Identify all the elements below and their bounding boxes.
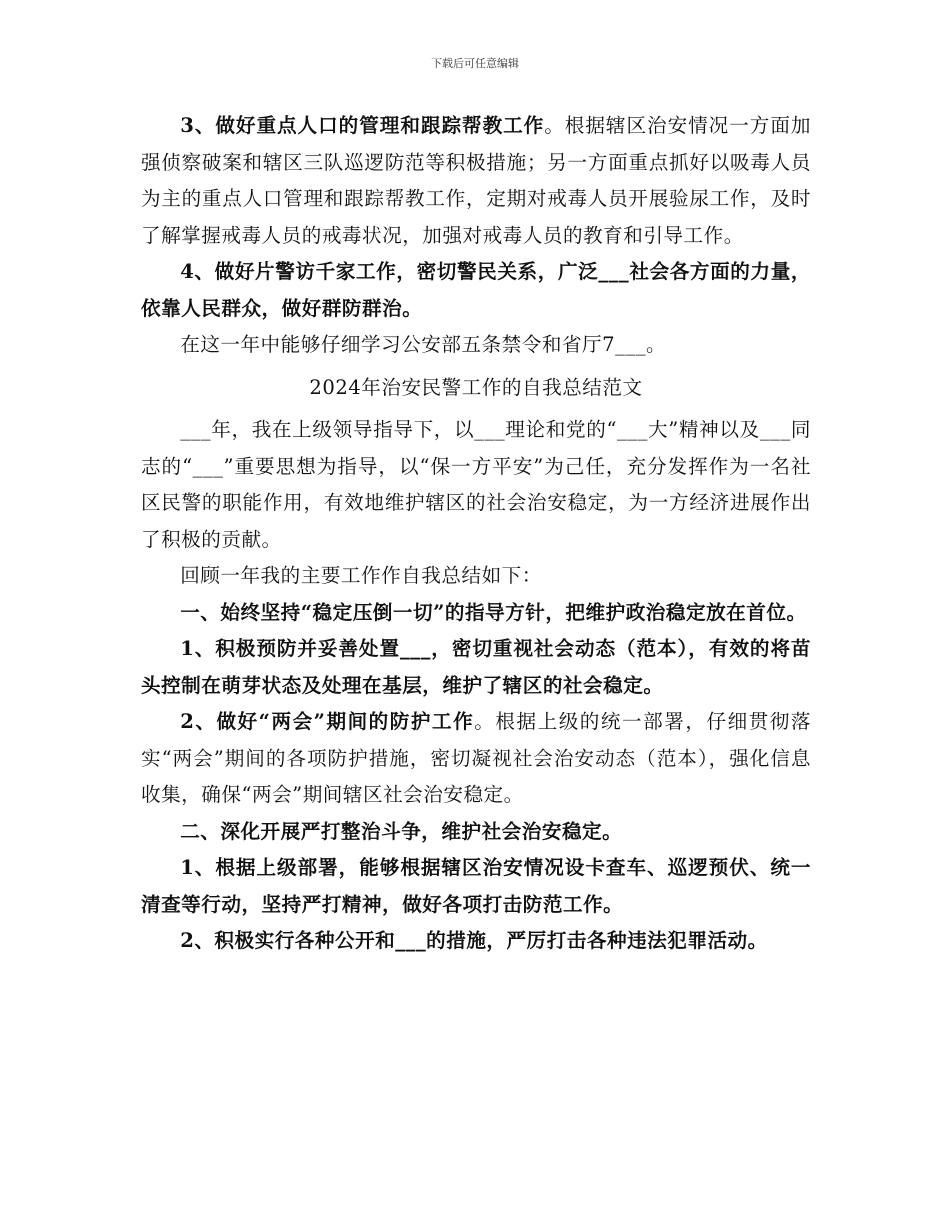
document-body [141,108,811,960]
page-header: 下载后可任意编辑 [431,57,519,70]
paragraph-2-1: 1、根据上级部署，能够根据辖区治安情况设卡查车、巡逻预伏、统一清查等行动，坚持严打精神，做好各项打击防范工作。 [141,856,811,916]
paragraph-item-4: 4、做好片警访千家工作，密切警民关系，广泛___社会各方面的力量，依靠人民群众，做好群防群治。 [141,260,811,320]
paragraph-heading: 2、做好“两会”期间的防护工作 [180,710,475,733]
paragraph-heading: 3、做好重点人口的管理和跟踪帮教工作 [180,114,545,137]
paragraph-1-2 [141,704,811,814]
paragraph-text: 。根据上级的统一部署，仔细贯彻落实“两会”期间的各项防护措施，密切凝视社会治安动态（范本），强化信息收集，确保“两会”期间辖区社会治安稳定。 [141,710,811,806]
paragraph-intro: ___年，我在上级领导指导下，以___理论和党的“___大”精神以及___同志的“___”重要思想为指导，以“保一方平安”为己任，充分发挥作为一名社区民警的职能作用，有效地维护辖区的社会治安稳定，为一方经济进展作出了积极的贡献。 [141,418,811,551]
paragraph-review: 回顾一年我的主要工作作自我总结如下： [180,564,542,587]
section-heading-1: 一、始终坚持“稳定压倒一切”的指导方针，把维护政治稳定放在首位。 [180,600,807,624]
paragraph-1-1: 1、积极预防并妥善处置___，密切重视社会动态（范本），有效的将苗头控制在萌芽状态及处理在基层，维护了辖区的社会稳定。 [141,637,811,697]
paragraph-text: 。根据辖区治安情况一方面加强侦察破案和辖区三队巡逻防范等积极措施；另一方面重点抓好以吸毒人员为主的重点人口管理和跟踪帮教工作，定期对戒毒人员开展验尿工作，及时了解掌握戒毒人员的戒毒状况，加强对戒毒人员的教育和引导工作。 [141,114,811,247]
paragraph-study: 在这一年中能够仔细学习公安部五条禁令和省厅7___。 [180,333,667,356]
paragraph-item-3 [141,108,811,254]
paragraph-2-2: 2、积极实行各种公开和___的措施，严厉打击各种违法犯罪活动。 [180,929,768,952]
document-title: 2024年治安民警工作的自我总结范文 [309,375,643,399]
section-heading-2: 二、深化开展严打整治斗争，维护社会治安稳定。 [180,819,623,843]
